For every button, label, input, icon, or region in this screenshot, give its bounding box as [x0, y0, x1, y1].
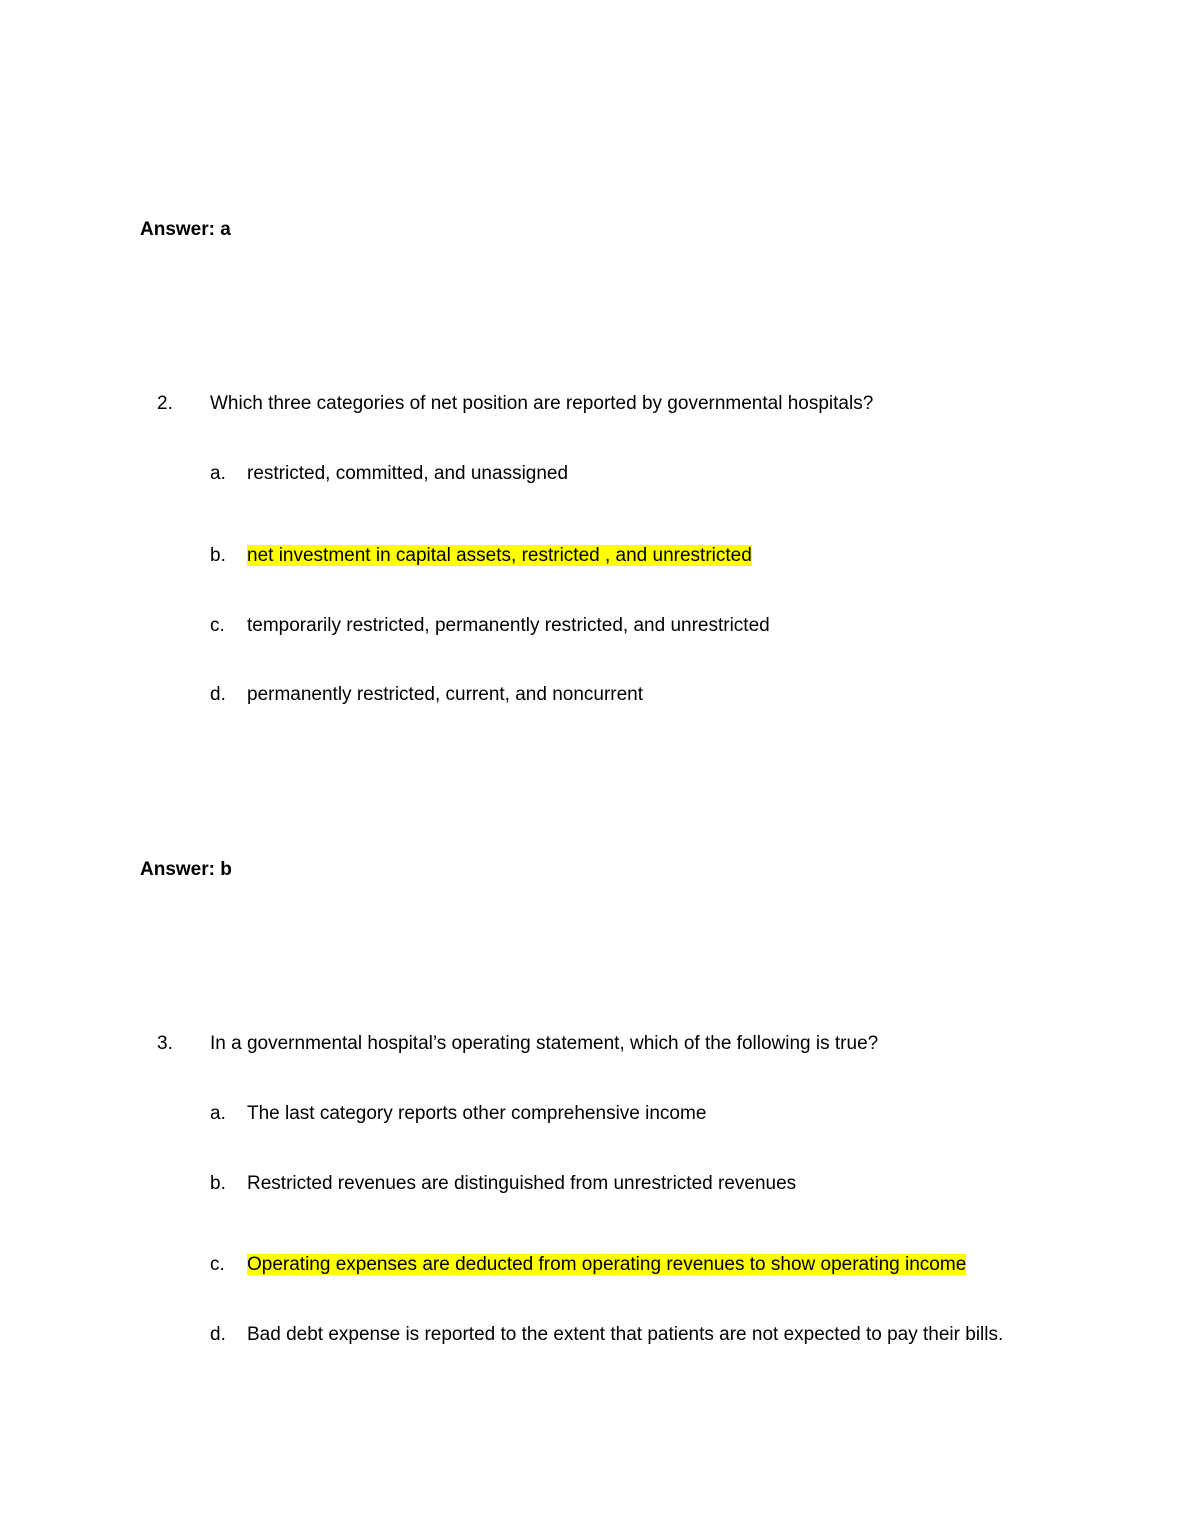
question-3-option-c-label: c. — [210, 1254, 225, 1275]
question-2-option-a-label: a. — [210, 463, 226, 484]
question-3-text: In a governmental hospital’s operating statement, which of the following is true? — [210, 1033, 879, 1054]
question-2-option-d-text: permanently restricted, current, and noncurrent — [247, 684, 644, 705]
question-3-option-a-label: a. — [210, 1103, 226, 1124]
question-2-number: 2. — [157, 393, 173, 414]
question-2-option-d-label: d. — [210, 684, 226, 705]
answer-label-2: Answer: b — [140, 859, 232, 880]
question-2-option-b-text-highlighted: net investment in capital assets, restricted , and unrestricted — [247, 545, 752, 566]
answer-label-1: Answer: a — [140, 219, 231, 240]
question-3-option-c-text-highlighted: Operating expenses are deducted from operating revenues to show operating income — [247, 1254, 967, 1275]
question-3-option-a-text: The last category reports other comprehensive income — [247, 1103, 707, 1124]
question-2-option-c-label: c. — [210, 615, 225, 636]
question-3-option-d-text: Bad debt expense is reported to the extent that patients are not expected to pay their bills. — [247, 1324, 1004, 1345]
question-3-option-b-label: b. — [210, 1173, 226, 1194]
question-2-text: Which three categories of net position are reported by governmental hospitals? — [210, 393, 874, 414]
question-3-option-d-label: d. — [210, 1324, 226, 1345]
question-2-option-b-label: b. — [210, 545, 226, 566]
question-3-option-b-text: Restricted revenues are distinguished from unrestricted revenues — [247, 1173, 797, 1194]
question-2-option-c-text: temporarily restricted, permanently restricted, and unrestricted — [247, 615, 770, 636]
question-3-number: 3. — [157, 1033, 173, 1054]
question-2-option-a-text: restricted, committed, and unassigned — [247, 463, 569, 484]
